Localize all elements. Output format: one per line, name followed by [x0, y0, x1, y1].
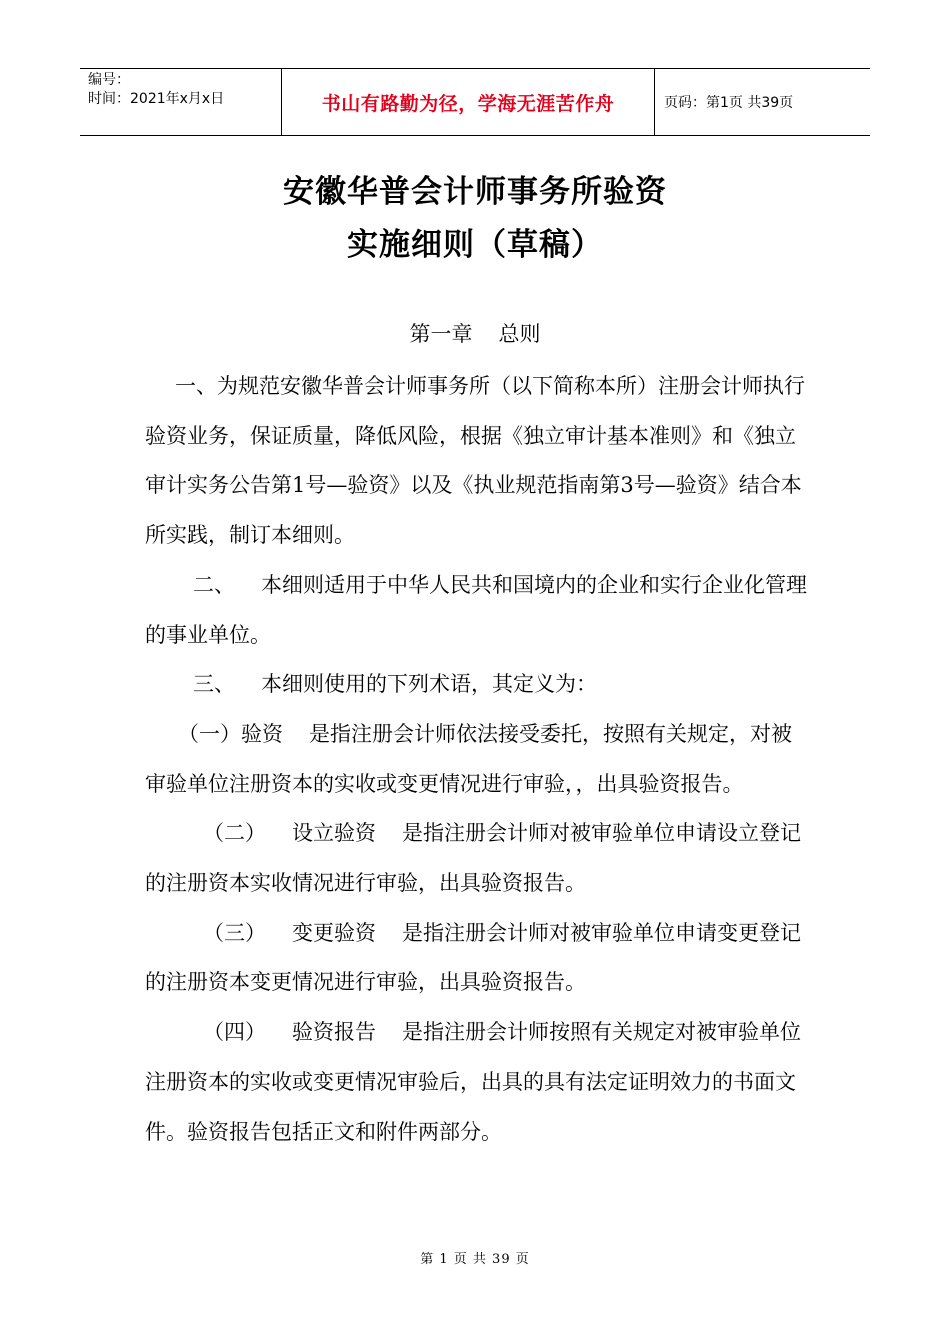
header-motto: 书山有路勤为径，学海无涯苦作舟 [321, 92, 615, 115]
paragraph-5-term: 设立验资 [292, 821, 376, 846]
paragraph-6-term: 变更验资 [292, 920, 376, 945]
paragraph-2-text: 本细则适用于中华人民共和国境内的企业和实行企业化管理的事业单位。 [145, 572, 807, 647]
document-body [145, 362, 810, 1157]
chapter-heading [0, 318, 950, 348]
header-meta-cell [80, 69, 281, 135]
paragraph-5-text: 是指注册会计师对被审验单位申请设立登记的注册资本实收情况进行审验，出具验资报告。 [145, 821, 801, 896]
paragraph-6-number: （三） [203, 920, 266, 945]
paragraph-4-text: 是指注册会计师依法接受委托，按照有关规定，对被审验单位注册资本的实收或变更情况进行审验，，出具验资报告。 [145, 721, 792, 796]
document-number-label: 编号： [88, 72, 130, 88]
chapter-name: 总则 [498, 322, 541, 346]
paragraph-7 [145, 1008, 810, 1157]
paragraph-4-term: （一）验资 [178, 721, 283, 746]
paragraph-7-number: （四） [203, 1020, 266, 1045]
paragraph-1: 一、为规范安徽华普会计师事务所（以下简称本所）注册会计师执行验资业务，保证质量，降低风险，根据《独立审计基本准则》和《独立审计实务公告第1号—验资》以及《执业规范指南第3号—验资》结合本所实践，制订本细则。 [145, 374, 805, 548]
paragraph-5 [145, 809, 810, 908]
paragraph-2 [145, 561, 810, 660]
document-time-label: 时间：2021年x月x日 [88, 91, 225, 107]
chapter-number: 第一章 [409, 322, 473, 346]
paragraph-7-term: 验资报告 [292, 1020, 376, 1045]
paragraph-3-text: 本细则使用的下列术语，其定义为： [261, 672, 597, 697]
paragraph-6 [145, 909, 810, 1008]
document-title-line-1: 安徽华普会计师事务所验资 [283, 174, 667, 210]
header-motto-cell [281, 69, 655, 135]
paragraph-4 [145, 710, 810, 809]
document-header-table [80, 68, 870, 136]
page-footer: 第 1 页 共 39 页 [420, 1252, 530, 1267]
document-title-line-2: 实施细则（草稿） [347, 227, 603, 263]
paragraph-3 [145, 660, 810, 710]
paragraph-3-number: 三、 [193, 672, 235, 697]
paragraph-5-number: （二） [203, 821, 266, 846]
paragraph-6-text: 是指注册会计师对被审验单位申请变更登记的注册资本变更情况进行审验，出具验资报告。 [145, 920, 801, 995]
header-page-info: 页码：第1页 共39页 [664, 95, 794, 111]
header-page-cell [655, 69, 870, 135]
paragraph-2-number: 二、 [193, 572, 235, 597]
paragraph-7-text: 是指注册会计师按照有关规定对被审验单位注册资本的实收或变更情况审验后，出具的具有法定证明效力的书面文件。验资报告包括正文和附件两部分。 [145, 1020, 801, 1144]
